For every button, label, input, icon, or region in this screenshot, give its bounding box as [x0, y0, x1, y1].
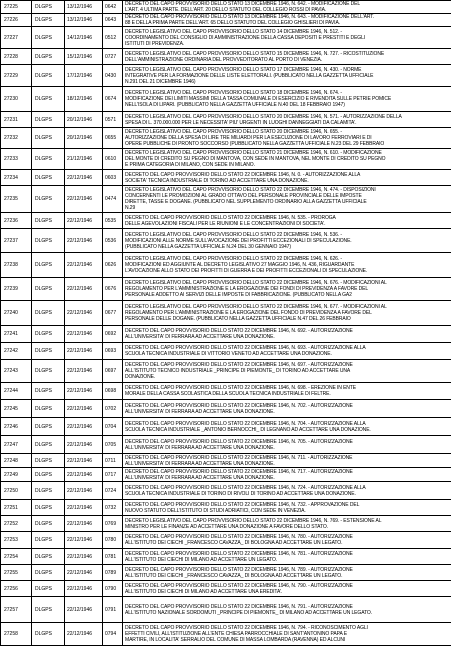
decree-number-cell: 27247 — [1, 436, 32, 454]
decree-date-cell: 22/12/1946 — [65, 229, 103, 253]
decree-description-line: SPESA DI L. 370.000.000 PER LE NECESSITA' PIU' URGENTI IN LUOGHI DANNEGGIATI DA CALAMITA'. — [125, 119, 357, 126]
decree-code-cell: 0711 — [103, 454, 123, 468]
decree-code-cell: 0474 — [103, 186, 123, 213]
table-row — [1, 597, 451, 623]
decree-description-cell — [123, 229, 451, 253]
decree-date-cell: 22/12/1946 — [65, 253, 103, 278]
decree-number-cell: 27253 — [1, 532, 32, 549]
decree-number-cell: 27237 — [1, 229, 32, 253]
decree-description-line: DECRETO DEL CAPO PROVVISORIO DELLO STATO 22 DICEMBRE 1946, N. 697. - AUTORIZZAZIONE — [125, 362, 353, 368]
decree-code-cell: 0790 — [103, 581, 123, 597]
decree-code-cell: 0677 — [103, 301, 123, 326]
decree-date-cell: 22/12/1946 — [65, 326, 103, 343]
decree-type-cell: DLGPS — [32, 278, 65, 301]
decree-description-line: DECRETO LEGISLATIVO DEL CAPO PROVVISORIO DELLO STATO 22 DICEMBRE 1946, N. 769. - ESTENSIONE AL — [125, 517, 382, 524]
decree-type-cell: DLGPS — [32, 500, 65, 516]
decree-type-cell: DLGPS — [32, 49, 65, 65]
decree-description-cell — [123, 186, 451, 213]
decree-description-cell — [123, 253, 451, 278]
decree-description-line: NUOVO STATUTO DELL'ISTITUTO DI STUDI ADRIATICI, CON SEDE IN VENEZIA. — [125, 507, 306, 514]
decree-register-body — [1, 1, 451, 646]
table-row — [1, 383, 451, 400]
decree-type-cell: DLGPS — [32, 1, 65, 14]
decree-description-line: SOCIETA' TECNICA INDUSTRIALE DI TORINO AD ACCETTARE UNA DONAZIONE. — [125, 177, 309, 184]
decree-description-line: DECRETO DEL CAPO PROVVISORIO DELLO STATO 22 DICEMBRE 1946, N. 535. - PROROGA — [125, 214, 336, 221]
table-row — [1, 468, 451, 482]
table-row — [1, 170, 451, 186]
decree-type-cell: DLGPS — [32, 468, 65, 482]
decree-type-cell: DLGPS — [32, 597, 65, 623]
decree-date-cell: 22/12/1946 — [65, 623, 103, 646]
decree-description-cell — [123, 128, 451, 149]
table-row — [1, 87, 451, 112]
decree-description-line: N.291 DEL 21 DICEMBRE 1946) — [125, 78, 196, 85]
decree-description-line: DECRETO LEGISLATIVO DEL CAPO PROVVISORIO DELLO STATO 20 DICEMBRE 1946, N. 655. - — [125, 129, 342, 135]
decree-number-cell: 27254 — [1, 549, 32, 565]
decree-description-line: DECRETO LEGISLATIVO DEL CAPO PROVVISORIO DELLO STATO 22 DICEMBRE 1946, N. 474. - DISPOSIZIONI — [125, 187, 376, 193]
decree-date-cell: 14/12/1946 — [65, 27, 103, 49]
decree-description-line: DECRETO DEL CAPO PROVVISORIO DELLO STATO 22 DICEMBRE 1946, N. 791. - AUTORIZZAZIONE — [125, 603, 353, 610]
decree-date-cell: 22/12/1946 — [65, 301, 103, 326]
decree-number-cell: 27252 — [1, 516, 32, 532]
decree-number-cell: 27238 — [1, 253, 32, 278]
decree-description-line: EFFETTI CIVILI, ALL'ISTITUZIONE ALL'ENTE CHIESA PARROCCHIALE DI SANT'ANTONINO PAPA E — [125, 631, 347, 637]
table-row — [1, 565, 451, 581]
decree-number-cell: 27241 — [1, 326, 32, 343]
decree-description-line: DECRETO LEGISLATIVO DEL CAPO PROVVISORIO DELLO STATO 21 DICEMBRE 1946, N. 610. - MODIFICAZIONE — [125, 150, 382, 156]
decree-description-line: INTEGRATIVE PER LA FORMAZIONE DELLE LISTE ELETTORALI. (PUBBLICATO NELLA GAZZETTA UFFICIALE — [125, 72, 374, 79]
decree-description-line: MODIFICAZIONI ED AGGIUNTE AL DECRETO LEGISLATIVO 27 MAGGIO 1946, N. 436, RIGUARDANTE — [125, 262, 355, 268]
decree-description-line: SCUOLA TECNICA INDUSTRIALE DI VITTORIO VENETO AD ACCETTARE UNA DONAZIONE. — [125, 351, 332, 357]
decree-number-cell: 27255 — [1, 565, 32, 581]
table-row — [1, 65, 451, 87]
decree-date-cell: 22/12/1946 — [65, 360, 103, 383]
decree-number-cell: 27258 — [1, 623, 32, 646]
decree-code-cell: 0794 — [103, 623, 123, 646]
decree-date-cell: 22/12/1946 — [65, 170, 103, 186]
decree-description-line: DECRETO DEL CAPO PROVVISORIO DELLO STATO 22 DICEMBRE 1946, N. 780. - AUTORIZZAZIONE — [125, 534, 353, 540]
decree-description-line: MINISTRO PER LE FINANZE AD ACCETTARE UNA DONAZIONE A FAVORE DELLO STATO. — [125, 523, 328, 530]
decree-code-cell: 0610 — [103, 149, 123, 170]
decree-description-line: DECRETO DEL CAPO PROVVISORIO DELLO STATO 13 DICEMBRE 1946, N. 642. - MODIFICAZIONE DEL — [125, 1, 361, 7]
decree-description-line: OPERE PUBBLICHE DI PRONTO SOCCORSO (PUBBLICATO NELLA GAZZETTA UFFICIALE N.23 DEL 29 FEBBRAIO — [125, 141, 385, 147]
decree-type-cell: DLGPS — [32, 170, 65, 186]
decree-type-cell: DLGPS — [32, 112, 65, 128]
decree-code-cell: 0732 — [103, 500, 123, 516]
decree-description-line: ALL'ISTITUTO DEI CIECHI _FRANCESCO CAVAZZA_ DI BOLOGNA AD ACCETTARE UN LEGATO. — [125, 540, 343, 546]
decree-description-line: ALL'ISTITUTO NAZIONALE SORDOMUTI _PRINCIPE DI PIEMONTE_ DI MILANO AD ACCETTARE UN LEGATO. — [125, 609, 373, 616]
decree-description-line: DECRETO DEL CAPO PROVVISORIO DELLO STATO 22 DICEMBRE 1946, N. 724. - AUTORIZZAZIONE ALLA — [125, 484, 366, 491]
decree-code-cell: 0702 — [103, 400, 123, 418]
decree-type-cell: DLGPS — [32, 436, 65, 454]
decree-number-cell: 27257 — [1, 597, 32, 623]
decree-description-line: MODIFICAZIONI ALLE NORME SULL'AVOCAZIONE DEI PROFITTI ECCEZIONALI DI SPECULAZIONE. — [125, 237, 352, 244]
table-row — [1, 418, 451, 436]
decree-description-cell — [123, 383, 451, 400]
table-row — [1, 1, 451, 14]
decree-number-cell: 27245 — [1, 400, 32, 418]
decree-type-cell: DLGPS — [32, 229, 65, 253]
decree-code-cell: 0430 — [103, 65, 123, 87]
decree-description-cell — [123, 170, 451, 186]
decree-code-cell: 0780 — [103, 532, 123, 549]
decree-date-cell: 22/12/1946 — [65, 482, 103, 500]
decree-description-cell — [123, 27, 451, 49]
table-row — [1, 500, 451, 516]
decree-number-cell: 27229 — [1, 65, 32, 87]
decree-description-cell — [123, 482, 451, 500]
decree-type-cell: DLGPS — [32, 149, 65, 170]
decree-description-cell — [123, 418, 451, 436]
decree-description-line: DECRETO LEGISLATIVO DEL CAPO PROVVISORIO DELLO STATO 22 DICEMBRE 1946, N. 677. - MODIFICAZIONI AL — [125, 304, 387, 310]
decree-code-cell: 0705 — [103, 436, 123, 454]
decree-type-cell: DLGPS — [32, 213, 65, 229]
decree-date-cell: 22/12/1946 — [65, 213, 103, 229]
decree-description-cell — [123, 14, 451, 27]
table-row — [1, 400, 451, 418]
table-row — [1, 253, 451, 278]
decree-date-cell: 22/12/1946 — [65, 278, 103, 301]
decree-description-line: PERSONALE ADDETTO AI SERVIZI DELLE IMPOSTE DI FABBRICAZIONE. (PUBBLICATO NELLA GA2 — [125, 292, 352, 298]
decree-code-cell: 0704 — [103, 418, 123, 436]
decree-description-line: REGOLAMENTO PER L'AMMINISTRAZIONE E LA EROGAZIONE DEI FONDI DI PREVIDENZA A FAVORE DEL — [125, 286, 369, 292]
decree-description-line: SCUOLA TECNICA INDUSTRIALE _ANTONIO BERNOCCHI_ DI LEGNANO AD ACCETTARE UNA DONAZIONE. — [125, 426, 371, 433]
decree-description-cell — [123, 532, 451, 549]
decree-description-line: NELL'ISOLA DI LIPARI. (PUBBLICATO NELLA GAZZETTA UFFICIALE N.40 DEL 18 FEBBRAIO 1947) — [125, 102, 345, 108]
decree-code-cell: 0789 — [103, 565, 123, 581]
decree-number-cell: 27235 — [1, 186, 32, 213]
decree-description-line: MORALE DELLA CASSA SCOLASTICA DELLA SCUOLA TECNICA INDUSTRIALE DI FELTRE. — [125, 391, 331, 397]
decree-description-line: REGOLAMENTO PER L'AMMINISTRAZIONE E LA EROGAZIONE DEL FONDO DI PREVIDENZA A FAVORE DEL — [125, 310, 372, 316]
table-row — [1, 454, 451, 468]
decree-description-cell — [123, 1, 451, 14]
decree-type-cell: DLGPS — [32, 27, 65, 49]
table-row — [1, 436, 451, 454]
decree-description-line: ALL'UNIVERSITA' DI FERRARA AD ACCETTARE UNA DONAZIONE. — [125, 444, 275, 451]
decree-number-cell: 27242 — [1, 343, 32, 360]
decree-date-cell: 22/12/1946 — [65, 532, 103, 549]
decree-type-cell: DLGPS — [32, 400, 65, 418]
decree-description-line: DECRETO DEL CAPO PROVVISORIO DELLO STATO 22 DICEMBRE 1946, N. 705. - AUTORIZZAZIONE — [125, 438, 353, 445]
decree-number-cell: 27250 — [1, 482, 32, 500]
table-row — [1, 128, 451, 149]
decree-description-line: DECRETO DEL CAPO PROVVISORIO DELLO STATO 22 DICEMBRE 1946, N. 794. - RICONOSCIMENTO AGLI — [125, 625, 368, 631]
decree-description-line: DECRETO DEL CAPO PROVVISORIO DELLO STATO 22 DICEMBRE 1946, N. 781. - AUTORIZZAZIONE — [125, 550, 353, 557]
decree-description-line: (PUBBLICATO NELLA GAZZETTA UFFICIALE N.24 DEL 30 GENNAIO 1947) — [125, 243, 291, 250]
decree-number-cell: 27251 — [1, 500, 32, 516]
decree-code-cell: 0674 — [103, 87, 123, 112]
decree-number-cell: 27243 — [1, 360, 32, 383]
decree-description-line: 88 E DELLA PRIMA PARTE DELL'ART. 65 DELLO STATUTO DEL COLLEGIO GHISLIERI DI PAVIA. — [125, 20, 340, 26]
decree-description-line: DECRETO LEGISLATIVO DEL CAPO PROVVISORIO DELLO STATO 22 DICEMBRE 1946, N. 626. - — [125, 256, 342, 262]
decree-type-cell: DLGPS — [32, 623, 65, 646]
decree-description-cell — [123, 112, 451, 128]
decree-code-cell: 0642 — [103, 1, 123, 14]
decree-code-cell: 0603 — [103, 170, 123, 186]
decree-description-cell — [123, 343, 451, 360]
decree-description-cell — [123, 326, 451, 343]
table-row — [1, 14, 451, 27]
decree-date-cell: 22/12/1946 — [65, 454, 103, 468]
decree-type-cell: DLGPS — [32, 128, 65, 149]
table-row — [1, 213, 451, 229]
decree-description-cell — [123, 213, 451, 229]
decree-number-cell: 27236 — [1, 213, 32, 229]
decree-type-cell: DLGPS — [32, 14, 65, 27]
decree-code-cell: 0724 — [103, 482, 123, 500]
decree-type-cell: DLGPS — [32, 532, 65, 549]
decree-code-cell: 0512 — [103, 27, 123, 49]
decree-date-cell: 22/12/1946 — [65, 383, 103, 400]
decree-date-cell: 22/12/1946 — [65, 400, 103, 418]
decree-description-line: DECRETO DEL CAPO PROVVISORIO DELLO STATO 22 DICEMBRE 1946, N. 698. - EREZIONE IN ENTE — [125, 385, 357, 391]
decree-date-cell: 22/12/1946 — [65, 516, 103, 532]
table-row — [1, 516, 451, 532]
decree-date-cell: 22/12/1946 — [65, 436, 103, 454]
decree-date-cell: 22/12/1946 — [65, 565, 103, 581]
table-row — [1, 49, 451, 65]
decree-description-line: ALL'ISTITUTO DEI CIECHI DI MILANO AD ACCETTARE UN LEGATO. — [125, 556, 278, 563]
table-row — [1, 301, 451, 326]
table-row — [1, 360, 451, 383]
table-row — [1, 326, 451, 343]
decree-number-cell: 27232 — [1, 128, 32, 149]
decree-code-cell: 0697 — [103, 360, 123, 383]
decree-description-line: DEL MONTE DI CREDITO SU PEGNO DI MANTOVA, CON SEDE IN MANTOVA, NEL MONTE DI CREDITO SU PEGNO — [125, 156, 386, 162]
table-row — [1, 149, 451, 170]
decree-description-line: DECRETO LEGISLATIVO DEL CAPO PROVVISORIO DELLO STATO 20 DICEMBRE 1946, N. 571. - AUTORIZZAZIONE DELLA — [125, 113, 402, 120]
decree-description-cell — [123, 87, 451, 112]
table-row — [1, 112, 451, 128]
decree-description-cell — [123, 468, 451, 482]
decree-number-cell: 27248 — [1, 454, 32, 468]
decree-description-line: PERSONALE DELLE DOGANE. (PUBBLICATO NELLA GAZZETTA UFFICIALE N.47 DEL 26 FEBBRAIO — [125, 316, 351, 322]
table-row — [1, 482, 451, 500]
decree-description-cell — [123, 360, 451, 383]
decree-number-cell: 27233 — [1, 149, 32, 170]
decree-description-line: ALL'ISTITUTO DEI CIECHI _FRANCESCO CAVAZZA_ DI BOLOGNA AD ACCETTARE UN LEGATO. — [125, 572, 343, 579]
decree-code-cell: 0626 — [103, 253, 123, 278]
decree-date-cell: 22/12/1946 — [65, 468, 103, 482]
decree-description-cell — [123, 500, 451, 516]
decree-description-line: MARTIRE, IN LOCALITA' SERRALIO DEL COMUNE DI MASSA LOMBARDA (RAVENNA) ED ALCUNI — [125, 637, 346, 643]
decree-description-line: ALL'ISTITUTO TECNICO INDUSTRIALE _PRINCIPE DI PIEMONTE_ DI TORINO AD ACCETTARE UNA — [125, 368, 351, 374]
table-row — [1, 27, 451, 49]
decree-description-line: DECRETO DEL CAPO PROVVISORIO DELLO STATO 13 DICEMBRE 1946, N. 643. - MODIFICAZIONE DELL'ART. — [125, 14, 374, 20]
decree-description-line: DECRETO DEL CAPO PROVVISORIO DELLO STATO 22 DICEMBRE 1946, N. 704. - AUTORIZZAZIONE ALLA — [125, 420, 366, 427]
decree-type-cell: DLGPS — [32, 186, 65, 213]
decree-description-line: ISTITUTI DI PREVIDENZA. — [125, 40, 185, 47]
decree-number-cell: 27227 — [1, 27, 32, 49]
decree-description-cell — [123, 400, 451, 418]
decree-code-cell: 0692 — [103, 326, 123, 343]
decree-description-line: L'AVOCAZIONE ALLO STATO DEI PROFITTI DI GUERRA E DEI PROFITTI ECCEZIONALI DI SPECULAZIONE. — [125, 268, 368, 274]
decree-number-cell: 27226 — [1, 14, 32, 27]
decree-description-line: DECRETO DEL CAPO PROVVISORIO DELLO STATO 22 DICEMBRE 1946, N. 711. - AUTORIZZAZIONE — [125, 454, 353, 461]
decree-date-cell: 22/12/1946 — [65, 597, 103, 623]
table-row — [1, 532, 451, 549]
decree-description-line: AUTORIZZAZIONE DELLA SPESA DI LIRE TRE MILIARDI PER LA ESECUZIONE DI LAVORO FERROVIARI E DI — [125, 135, 372, 141]
decree-description-line: DECRETO DEL CAPO PROVVISORIO DELLO STATO 22 DICEMBRE 1946, N. 789. - AUTORIZZAZIONE — [125, 566, 353, 573]
table-row — [1, 229, 451, 253]
decree-description-line: DECRETO DEL CAPO PROVVISORIO DELLO STATO 22 DICEMBRE 1946, N. 717. - AUTORIZZAZIONE — [125, 468, 353, 475]
decree-type-cell: DLGPS — [32, 454, 65, 468]
decree-description-line: ALL'UNIVERSITA' DI FERRARA AD ACCETTARE UNA DONAZIONE. — [125, 334, 275, 340]
decree-code-cell: 0769 — [103, 516, 123, 532]
decree-description-line: L'ART. 4 ULTIMA PARTE. DELL'ART. 20 DELLO STATUTO DEL COLLEGIO ROSSI DI PAVIA. — [125, 7, 327, 13]
decree-description-line: DECRETO DEL CAPO PROVVISORIO DELLO STATO 22 DICEMBRE 1946, N. 790. - AUTORIZZAZIONE — [125, 582, 353, 589]
decree-code-cell: 0791 — [103, 597, 123, 623]
decree-description-line: SCUOLA TECNICA INDUSTRIALE DI TORINO DI RIVOLI DI TORINO AD ACCETTARE UNA DONAZIONE. — [125, 490, 356, 497]
decree-type-cell: DLGPS — [32, 326, 65, 343]
decree-date-cell: 22/12/1946 — [65, 418, 103, 436]
decree-type-cell: DLGPS — [32, 65, 65, 87]
decree-description-line: DECRETO DEL CAPO PROVVISORIO DELLO STATO 22 DICEMBRE 1946, N. 0. - AUTORIZZAZIONE ALLA — [125, 171, 361, 178]
decree-number-cell: 27256 — [1, 581, 32, 597]
decree-date-cell: 20/12/1946 — [65, 112, 103, 128]
table-row — [1, 343, 451, 360]
decree-type-cell: DLGPS — [32, 87, 65, 112]
decree-description-line: COORDINAMENTO DEL CONSIGLIO DI AMMINISTRAZIONE DELLA CASSA DEPOSITI E PRESTITI E DEGLI — [125, 34, 366, 41]
decree-description-cell — [123, 516, 451, 532]
decree-description-line: DECRETO DEL CAPO PROVVISORIO DELLO STATO 22 DICEMBRE 1946, N. 702. - AUTORIZZAZIONE — [125, 402, 353, 409]
decree-description-cell — [123, 549, 451, 565]
decree-code-cell: 0717 — [103, 468, 123, 482]
decree-date-cell: 18/12/1946 — [65, 87, 103, 112]
decree-description-line: DECRETO LEGISLATIVO DEL CAPO PROVVISORIO DELLO STATO 22 DICEMBRE 1946, N. 676. - MODIFICAZIONI AL — [125, 280, 387, 286]
decree-description-line: DECRETO LEGISLATIVO DEL CAPO PROVVISORIO DELLO STATO 17 DICEMBRE 1946, N. 430. - NORME — [125, 66, 362, 73]
decree-description-line: DECRETO LEGISLATIVO DEL CAPO PROVVISORIO DELLO STATO 18 DICEMBRE 1946, N. 674. - — [125, 90, 342, 96]
decree-description-line: ALL'ISTITUTO DEI CIECHI DI MILANO AD ACCETTARE UNA EREDITA'. — [125, 588, 283, 595]
decree-date-cell: 20/12/1946 — [65, 128, 103, 149]
decree-code-cell: 0643 — [103, 14, 123, 27]
decree-number-cell: 27240 — [1, 301, 32, 326]
decree-description-line: CONCERNENTI LE PROMOZIONI AL GRADO OTTAVO DEL PERSONALE PROVINCIALE DELLE IMPOSTE — [125, 193, 362, 199]
decree-date-cell: 22/12/1946 — [65, 581, 103, 597]
decree-description-line: DELLE AGEVOLAZIONI FISCALI PER LE RIUNIONI E LE CONCENTRAZIONI DI SOCIETA'. — [125, 220, 326, 227]
table-row — [1, 549, 451, 565]
decree-description-line: DIRETTE, TASSE E DOGANE. (PUBBLICATO NEL SUPPLEMENTO ORDINARIO ALLA GAZZETTA UFFICIALE — [125, 199, 367, 205]
decree-code-cell: 0727 — [103, 49, 123, 65]
decree-type-cell: DLGPS — [32, 581, 65, 597]
decree-code-cell: 0698 — [103, 383, 123, 400]
decree-date-cell: 21/12/1946 — [65, 149, 103, 170]
decree-description-line: ALL'UNIVERSITA' DI FERRARA AD ACCETTARE UNA DONAZIONE. — [125, 474, 275, 481]
decree-number-cell: 27225 — [1, 1, 32, 14]
decree-type-cell: DLGPS — [32, 418, 65, 436]
decree-type-cell: DLGPS — [32, 253, 65, 278]
decree-description-line: DELL'AMMINISTRAZIONE ORDINARIA DEL PROVVEDITORATO AL PORTO DI VENEZIA. — [125, 56, 323, 63]
decree-number-cell: 27244 — [1, 383, 32, 400]
table-row — [1, 581, 451, 597]
decree-type-cell: DLGPS — [32, 549, 65, 565]
decree-number-cell: 27230 — [1, 87, 32, 112]
decree-description-line: MODIFICAZIONE DEI LIMITI MASSIMI DELLA TASSA COMUNALE DI ESERCIZIO E RIVENDITA SULLE PETRIE POMICE — [125, 96, 392, 102]
decree-description-line: DECRETO DEL CAPO PROVVISORIO DELLO STATO 22 DICEMBRE 1946, N. 693. - AUTORIZZAZIONE ALLA — [125, 345, 366, 351]
decree-date-cell: 15/12/1946 — [65, 49, 103, 65]
decree-description-cell — [123, 581, 451, 597]
decree-date-cell: 13/12/1946 — [65, 14, 103, 27]
decree-type-cell: DLGPS — [32, 343, 65, 360]
decree-description-line: DECRETO LEGISLATIVO DEL CAPO PROVVISORIO DELLO STATO 15 DICEMBRE 1946, N. 727. - RICOSTITUZIONE — [125, 50, 385, 57]
decree-description-line: DECRETO LEGISLATIVO DEL CAPO PROVVISORIO DELLO STATO 22 DICEMBRE 1946, N. 536. - — [125, 231, 342, 238]
decree-type-cell: DLGPS — [32, 301, 65, 326]
decree-date-cell: 22/12/1946 — [65, 549, 103, 565]
decree-number-cell: 27246 — [1, 418, 32, 436]
table-row — [1, 278, 451, 301]
decree-type-cell: DLGPS — [32, 482, 65, 500]
decree-description-line: DECRETO DEL CAPO PROVVISORIO DELLO STATO 22 DICEMBRE 1946, N. 732. - APPROVAZIONE DEL — [125, 501, 360, 508]
decree-description-line: ALL'UNIVERSITA' DI FERRARA AD ACCETTARE UNA DONAZIONE. — [125, 460, 275, 467]
decree-description-line: DECRETO LEGISLATIVO DEL CAPO PROVVISORIO DELLO STATO 14 DICEMBRE 1946, N. 512. - — [125, 28, 342, 35]
decree-description-line: N.29 — [125, 205, 136, 211]
decree-number-cell: 27228 — [1, 49, 32, 65]
decree-description-cell — [123, 278, 451, 301]
decree-description-cell — [123, 597, 451, 623]
decree-description-line: DONAZIONE. — [125, 374, 156, 380]
decree-code-cell: 0676 — [103, 278, 123, 301]
decree-number-cell: 27234 — [1, 170, 32, 186]
decree-description-cell — [123, 49, 451, 65]
decree-description-line: E PRIMA CATEGORIA DI MILANO, CON SEDE IN MILANO. — [125, 162, 255, 168]
decree-description-cell — [123, 623, 451, 646]
decree-description-cell — [123, 301, 451, 326]
decree-date-cell: 22/12/1946 — [65, 500, 103, 516]
decree-type-cell: DLGPS — [32, 516, 65, 532]
decree-type-cell: DLGPS — [32, 383, 65, 400]
decree-number-cell: 27239 — [1, 278, 32, 301]
decree-description-cell — [123, 65, 451, 87]
decree-code-cell: 0535 — [103, 213, 123, 229]
decree-number-cell: 27249 — [1, 468, 32, 482]
decree-date-cell: 17/12/1946 — [65, 65, 103, 87]
decree-code-cell: 0571 — [103, 112, 123, 128]
decree-description-cell — [123, 149, 451, 170]
decree-date-cell: 13/12/1946 — [65, 1, 103, 14]
decree-description-cell — [123, 454, 451, 468]
decree-type-cell: DLGPS — [32, 565, 65, 581]
decree-date-cell: 22/12/1946 — [65, 343, 103, 360]
decree-code-cell: 0655 — [103, 128, 123, 149]
decree-code-cell: 0536 — [103, 229, 123, 253]
table-row — [1, 186, 451, 213]
table-row — [1, 623, 451, 646]
decree-description-cell — [123, 565, 451, 581]
decree-description-line: DECRETO DEL CAPO PROVVISORIO DELLO STATO 22 DICEMBRE 1946, N. 692. - AUTORIZZAZIONE — [125, 328, 353, 334]
decree-description-line: ALL'UNIVERSITA' DI FERRARA AD ACCETTARE UNA DONAZIONE. — [125, 408, 275, 415]
decree-number-cell: 27231 — [1, 112, 32, 128]
decree-type-cell: DLGPS — [32, 360, 65, 383]
decree-code-cell: 0693 — [103, 343, 123, 360]
decree-description-cell — [123, 436, 451, 454]
decree-code-cell: 0781 — [103, 549, 123, 565]
decree-date-cell: 22/12/1946 — [65, 186, 103, 213]
